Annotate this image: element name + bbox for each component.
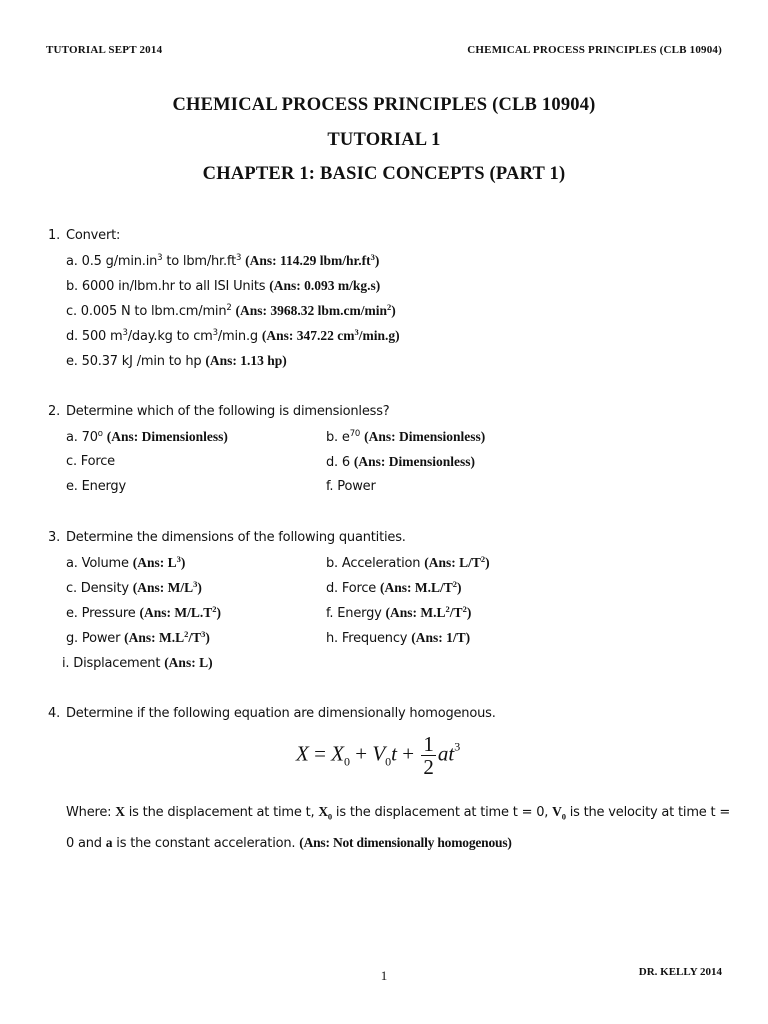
q2-item-f [326, 479, 376, 494]
item-text: c. 0.005 N to lbm.cm/min [66, 304, 227, 319]
q3-item-b [326, 555, 490, 571]
header-left: TUTORIAL SEPT 2014 [46, 44, 163, 56]
item-text: to lbm/hr.ft [162, 254, 236, 269]
answer: (Ans: 1.13 hp) [205, 353, 287, 368]
course-title: CHEMICAL PROCESS PRINCIPLES (CLB 10904) [172, 95, 596, 115]
question-4 [48, 706, 496, 721]
question-text: Determine the dimensions of the following quantities. [66, 530, 406, 545]
question-3 [48, 530, 406, 545]
answer: (Ans: 347.22 $cm^3/\min.g$) [261, 327, 400, 343]
answer: (Ans: Not dimensionally homogenous) [299, 834, 512, 850]
item-text: a. 70 [66, 430, 98, 445]
page-number: 1 [380, 968, 388, 983]
q2-item-d [326, 454, 475, 470]
item-text: /min.g [217, 329, 262, 344]
q1-item-e [66, 353, 287, 369]
q3-item-h [326, 630, 470, 646]
q2-item-a [66, 429, 228, 445]
item-text: c. Force [66, 454, 115, 469]
answer: (Ans: L) [164, 655, 213, 670]
answer: (Ans: 1/T) [411, 630, 471, 645]
superscript: 3 [235, 253, 242, 263]
item-text: b. e [326, 430, 350, 445]
item-text: f. Energy [326, 606, 386, 621]
tutorial-title: TUTORIAL 1 [327, 130, 441, 150]
item-text: b. Acceleration [326, 556, 425, 571]
q3-item-a [66, 555, 185, 571]
answer: (Ans: Dimensionless) [106, 429, 228, 444]
question-number: 3. [48, 530, 61, 545]
chapter-title: CHAPTER 1: BASIC CONCEPTS (PART 1) [202, 164, 566, 184]
superscript: 2 [226, 303, 232, 313]
answer: (Ans: 114.29 lbm/$hr.ft^3$) [245, 252, 380, 268]
q1-item-d [66, 328, 400, 344]
superscript: 3 [157, 253, 163, 263]
q3-item-g [66, 630, 210, 646]
answer: (Ans: $L/T^2$) [424, 554, 490, 570]
equation: $X = X_0 + V_0t$ + $\frac{1}{2}$ $at^3$ [296, 732, 461, 779]
q1-item-b [66, 278, 380, 294]
q2-item-c [66, 454, 115, 469]
answer: (Ans: $M/L.T^2$) [139, 604, 222, 620]
superscript: 3 [122, 328, 128, 338]
q3-item-e [66, 605, 221, 621]
question-1 [48, 228, 120, 243]
answer: (Ans: $M.L/T^2$) [380, 579, 462, 595]
fraction: $\frac{1}{2}$ [423, 732, 434, 779]
question-number: 4. [48, 706, 61, 721]
item-text: e. Pressure [66, 606, 140, 621]
item-text: d. Force [326, 581, 381, 596]
answer: (Ans: 0.093 m/kg.s) [269, 278, 381, 293]
item-text: d. 6 [326, 455, 354, 470]
header-right: CHEMICAL PROCESS PRINCIPLES (CLB 10904) [467, 44, 722, 56]
answer: (Ans: Dimensionless) [353, 454, 476, 469]
q1-item-c [66, 303, 396, 319]
item-text: a. 0.5 g/min.in [66, 254, 158, 269]
superscript: 3 [212, 328, 218, 338]
q2-item-b [326, 429, 485, 445]
question-number: 1. [48, 228, 61, 243]
answer: (Ans: $M/L^3$) [132, 579, 202, 595]
item-text: /day.kg to cm [127, 329, 213, 344]
item-text: d. 500 m [66, 329, 123, 344]
where-paragraph: Where: X is the displacement at time t, $X_0$ is the displacement at time t = 0, $V_0$ is the velocity at time t = 0 and a is the constant acceleration. (Ans: Not dimensionally homogenous) [66, 804, 731, 851]
answer: (Ans: $L^3$) [132, 554, 186, 570]
q3-item-f [326, 605, 471, 621]
superscript: o [97, 429, 103, 439]
answer: (Ans: $M.L^2/T^3$) [124, 629, 210, 645]
item-text: e. Energy [66, 479, 126, 494]
item-text: i. Displacement [62, 656, 165, 671]
item-text: b. 6000 in/lbm.hr to all ISI Units [66, 279, 270, 294]
answer: (Ans: Dimensionless) [364, 429, 486, 444]
answer: (Ans: $M.L^2/T^2$) [385, 604, 472, 620]
item-text: g. Power [66, 631, 125, 646]
question-number: 2. [48, 404, 61, 419]
question-text: Determine if the following equation are dimensionally homogenous. [66, 706, 496, 721]
q3-item-c [66, 580, 202, 596]
q3-item-i [62, 655, 213, 671]
item-text: f. Power [326, 479, 376, 494]
item-text: a. Volume [66, 556, 133, 571]
footer-author: DR. KELLY 2014 [638, 966, 722, 978]
question-text: Convert: [66, 228, 121, 243]
q1-item-a [66, 253, 379, 269]
item-text: e. 50.37 kJ /min to hp [66, 354, 206, 369]
q2-item-e [66, 479, 126, 494]
question-2 [48, 404, 390, 419]
answer: (Ans: 3968.32 $lbm.cm/\min^2$) [235, 302, 396, 318]
item-text: c. Density [66, 581, 133, 596]
superscript: 70 [349, 429, 361, 439]
question-text: Determine which of the following is dimensionless? [66, 404, 390, 419]
item-text: h. Frequency [326, 631, 412, 646]
q3-item-d [326, 580, 462, 596]
